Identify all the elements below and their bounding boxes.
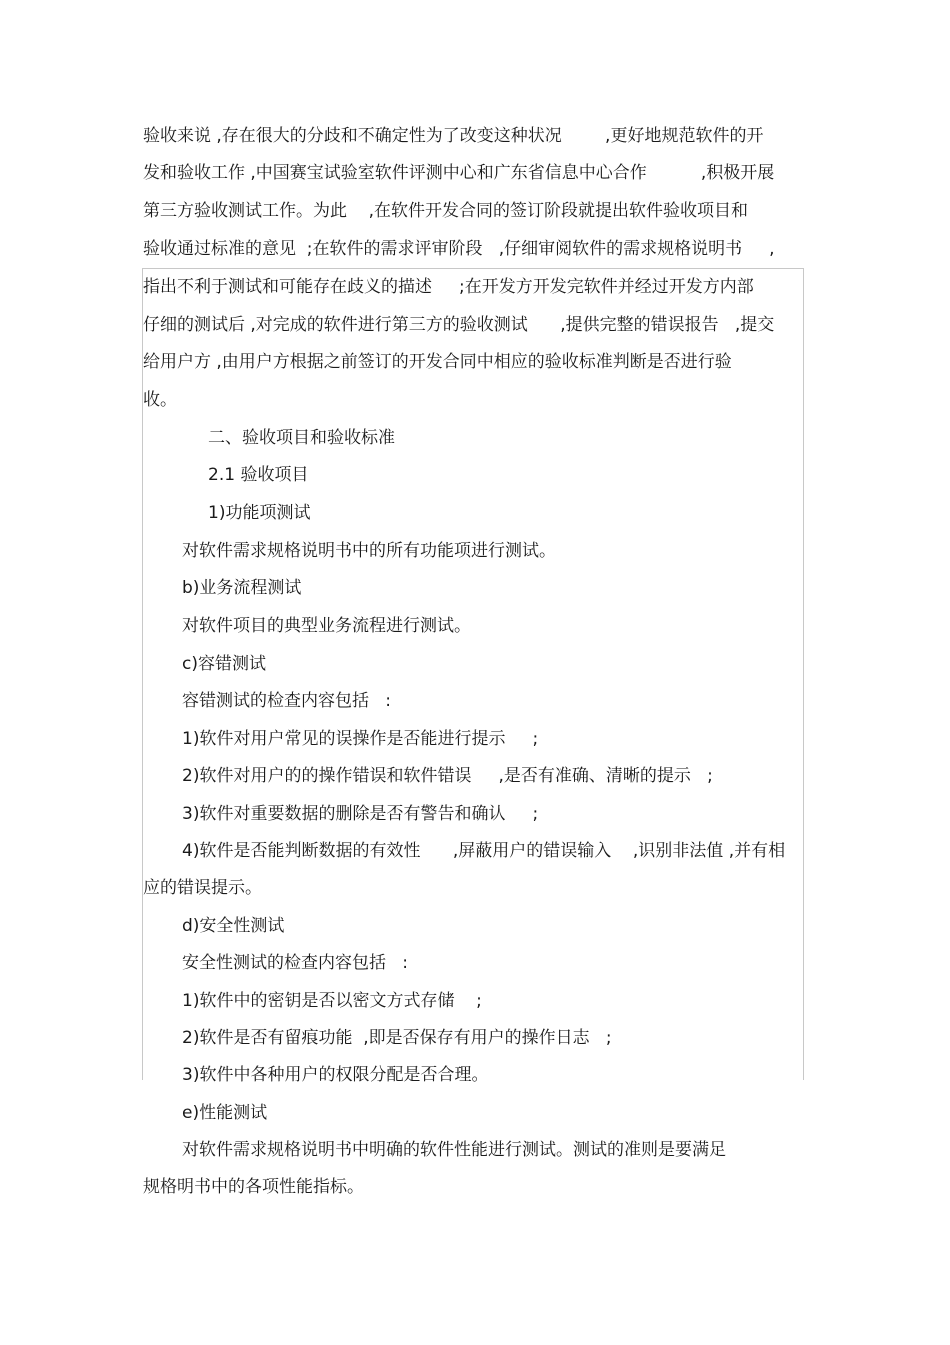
intro-line-6: 仔细的测试后 ,对完成的软件进行第三方的验收测试 ,提供完整的错误报告 ,提交 bbox=[143, 315, 775, 335]
item-c-point-cont: 应的错误提示。 bbox=[143, 878, 262, 898]
frame-top-line bbox=[142, 268, 804, 269]
item-e-desc-2: 规格明书中的各项性能指标。 bbox=[143, 1177, 364, 1197]
item-a-desc: 对软件需求规格说明书中的所有功能项进行测试。 bbox=[182, 541, 556, 561]
intro-line-4: 验收通过标准的意见 ;在软件的需求评审阶段 ,仔细审阅软件的需求规格说明书 , bbox=[143, 239, 775, 259]
item-d-point: 1)软件中的密钥是否以密文方式存储 ; bbox=[182, 991, 482, 1011]
intro-line-7: 给用户方 ,由用户方根据之前签订的开发合同中相应的验收标准判断是否进行验 bbox=[143, 352, 732, 372]
intro-line-1: 验收来说 ,存在很大的分歧和不确定性为了改变这种状况 ,更好地规范软件的开 bbox=[143, 126, 764, 146]
intro-line-5: 指出不利于测试和可能存在歧义的描述 ;在开发方开发完软件并经过开发方内部 bbox=[143, 277, 754, 297]
intro-line-3: 第三方验收测试工作。为此 ,在软件开发合同的签订阶段就提出软件验收项目和 bbox=[143, 201, 749, 221]
item-c-point: 2)软件对用户的的操作错误和软件错误 ,是否有准确、清晰的提示 ; bbox=[182, 766, 713, 786]
item-c-point: 1)软件对用户常见的误操作是否能进行提示 ; bbox=[182, 729, 539, 749]
item-c-point: 4)软件是否能判断数据的有效性 ,屏蔽用户的错误输入 ,识别非法值 ,并有相 bbox=[182, 841, 786, 861]
item-c-title: c)容错测试 bbox=[182, 654, 266, 674]
item-c-point: 3)软件对重要数据的删除是否有警告和确认 ; bbox=[182, 804, 539, 824]
item-d-intro: 安全性测试的检查内容包括 : bbox=[182, 953, 408, 973]
item-d-title: d)安全性测试 bbox=[182, 916, 285, 936]
item-b-desc: 对软件项目的典型业务流程进行测试。 bbox=[182, 616, 471, 636]
item-e-desc-1: 对软件需求规格说明书中明确的软件性能进行测试。测试的准则是要满足 bbox=[182, 1140, 726, 1160]
section-heading: 二、验收项目和验收标准 bbox=[208, 428, 395, 448]
sub-heading: 2.1 验收项目 bbox=[208, 465, 309, 485]
intro-line-2: 发和验收工作 ,中国赛宝试验室软件评测中心和广东省信息中心合作 ,积极开展 bbox=[143, 163, 775, 183]
item-d-point: 2)软件是否有留痕功能 ,即是否保存有用户的操作日志 ; bbox=[182, 1028, 612, 1048]
item-d-point: 3)软件中各种用户的权限分配是否合理。 bbox=[182, 1065, 489, 1085]
frame-right-line bbox=[803, 268, 804, 1080]
item-a-title: 1)功能项测试 bbox=[208, 503, 311, 523]
item-b-title: b)业务流程测试 bbox=[182, 578, 302, 598]
intro-line-8: 收。 bbox=[143, 390, 177, 410]
item-e-title: e)性能测试 bbox=[182, 1103, 268, 1123]
item-c-intro: 容错测试的检查内容包括 : bbox=[182, 691, 391, 711]
